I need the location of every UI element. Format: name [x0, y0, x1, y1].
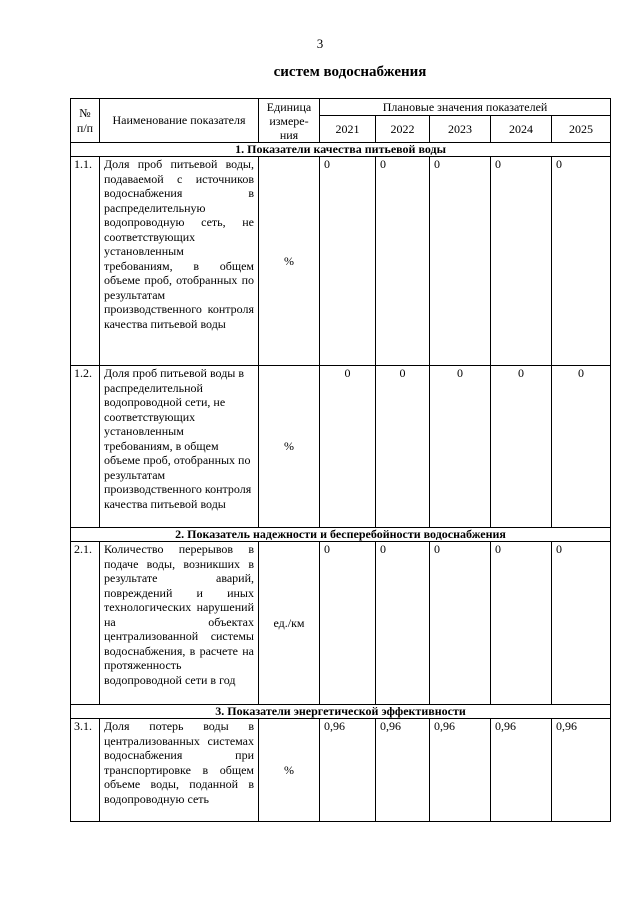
row-unit: %: [259, 157, 320, 366]
row-value: 0,96: [430, 719, 491, 822]
section-title: 2. Показатель надежности и бесперебойности водоснабжения: [71, 528, 611, 542]
row-unit: %: [259, 366, 320, 528]
row-number: 2.1.: [71, 542, 100, 705]
row-value: 0: [552, 542, 611, 705]
row-value: 0: [552, 366, 611, 528]
section-title: 3. Показатели энергетической эффективности: [71, 705, 611, 719]
row-value: 0,96: [491, 719, 552, 822]
row-value: 0: [552, 157, 611, 366]
indicators-table: [70, 98, 611, 822]
header-name: Наименование показателя: [100, 99, 259, 143]
header-planned: Плановые значения показателей: [320, 99, 611, 116]
row-value: 0,96: [320, 719, 376, 822]
row-unit: %: [259, 719, 320, 822]
row-indicator-name: Доля потерь воды в централизованных системах водоснабжения при транспортировке в общем объеме воды, поданной в водопроводную сеть: [100, 719, 259, 822]
row-value: 0: [376, 542, 430, 705]
table-row: [71, 542, 611, 705]
page-number: 3: [316, 36, 324, 51]
row-value: 0: [376, 366, 430, 528]
header-row: [71, 99, 611, 116]
row-value: 0: [320, 542, 376, 705]
section-title: 1. Показатели качества питьевой воды: [71, 143, 611, 157]
section-row: [71, 705, 611, 719]
header-year: 2021: [320, 116, 376, 143]
row-number: 3.1.: [71, 719, 100, 822]
header-unit: Единица измере-ния: [259, 99, 320, 143]
row-value: 0: [320, 157, 376, 366]
row-value: 0: [491, 366, 552, 528]
header-year: 2025: [552, 116, 611, 143]
header-year: 2022: [376, 116, 430, 143]
section-row: [71, 528, 611, 542]
row-unit: ед./км: [259, 542, 320, 705]
row-number: 1.1.: [71, 157, 100, 366]
page-title: систем водоснабжения: [273, 64, 427, 80]
row-value: 0: [430, 366, 491, 528]
row-value: 0,96: [376, 719, 430, 822]
row-indicator-name: Доля проб питьевой воды, подаваемой с источников водоснабжения в распределительную водопроводную сеть, не соответствующих установленным требованиям, в общем объеме проб, отобранных по результатам производственного контроля качества питьевой воды: [100, 157, 259, 366]
section-row: [71, 143, 611, 157]
row-value: 0: [491, 157, 552, 366]
row-value: 0: [320, 366, 376, 528]
header-num: № п/п: [71, 99, 100, 143]
table-row: [71, 366, 611, 528]
row-value: 0: [430, 542, 491, 705]
table-row: [71, 719, 611, 822]
header-year: 2024: [491, 116, 552, 143]
row-value: 0,96: [552, 719, 611, 822]
header-year: 2023: [430, 116, 491, 143]
row-value: 0: [491, 542, 552, 705]
row-number: 1.2.: [71, 366, 100, 528]
table-row: [71, 157, 611, 366]
row-indicator-name: Количество перерывов в подаче воды, возникших в результате аварий, повреждений и иных технологических нарушений на объектах централизованной системы водоснабжения, в расчете на протяженность водопроводной сети в год: [100, 542, 259, 705]
row-value: 0: [376, 157, 430, 366]
row-value: 0: [430, 157, 491, 366]
row-indicator-name: Доля проб питьевой воды в распределительной водопроводной сети, не соответствующих установленным требованиям, в общем объеме проб, отобранных по результатам производственного контроля качества питьевой воды: [100, 366, 259, 528]
